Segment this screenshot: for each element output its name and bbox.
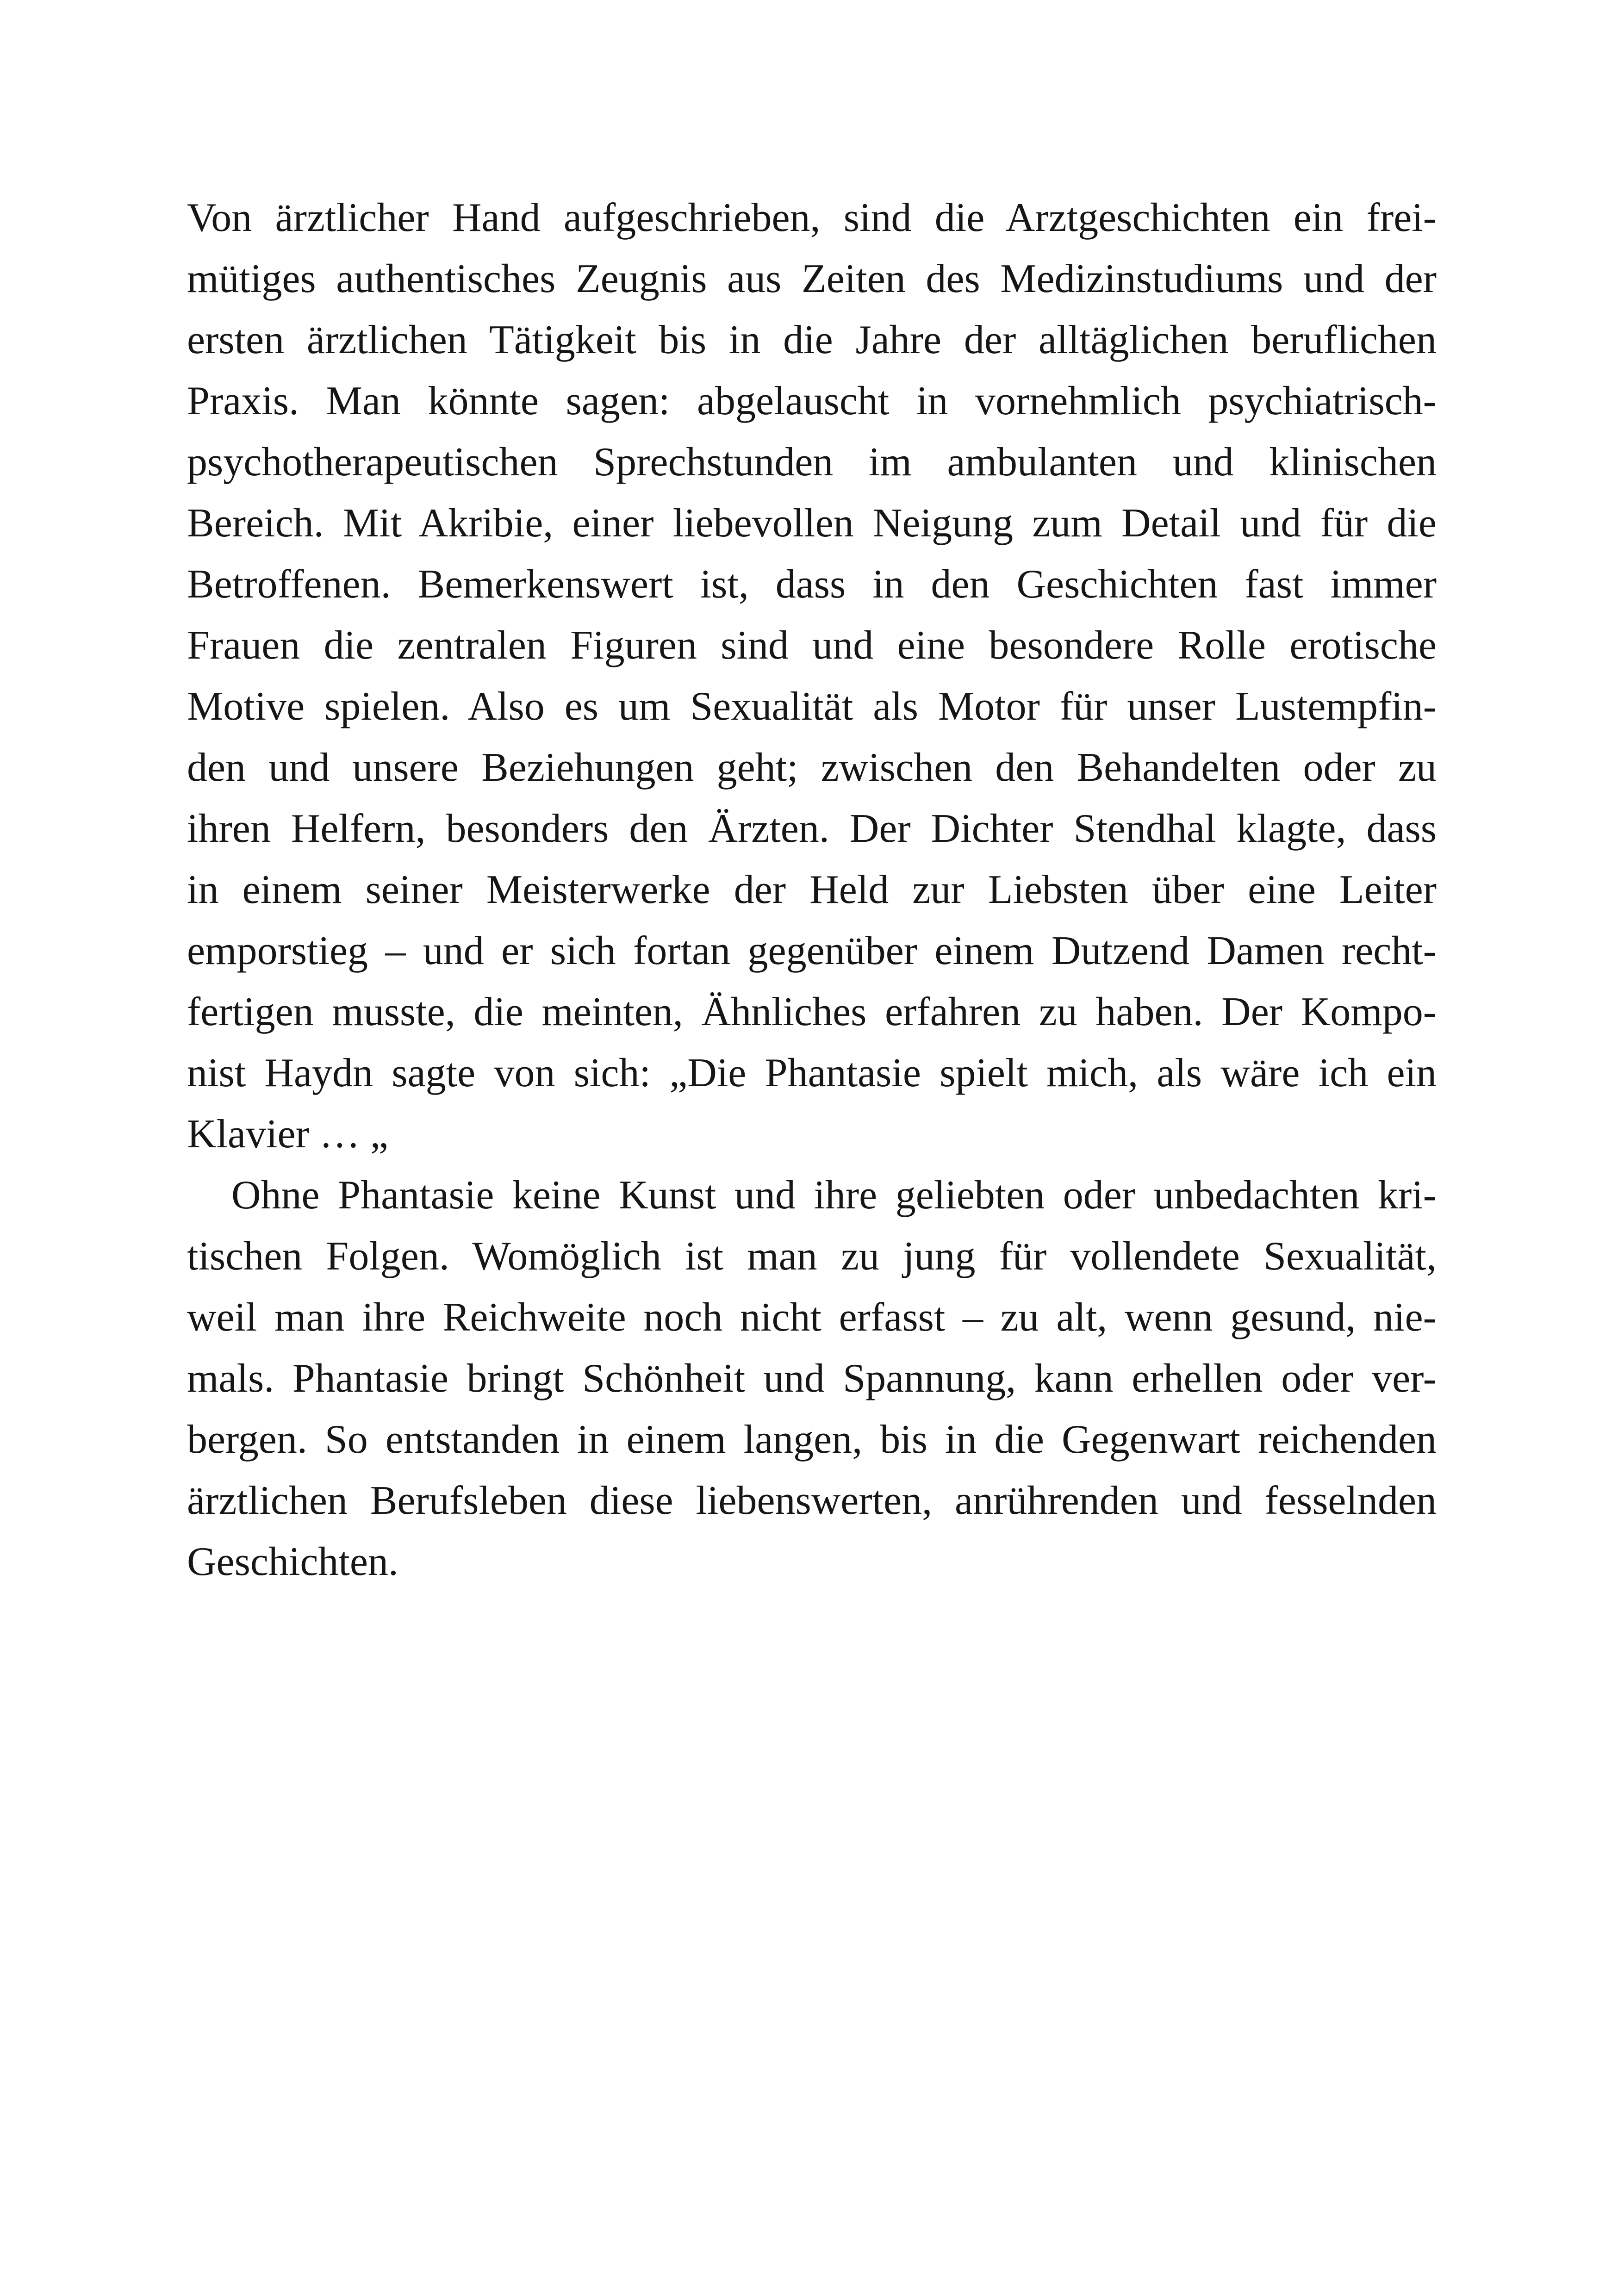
text-line: bergen. So entstanden in einem langen, bis in die Gegenwart reichenden: [187, 1417, 1437, 1462]
text-line: ihren Helfern, besonders den Ärzten. Der Dichter Stendhal klagte, dass: [187, 806, 1437, 851]
text-line: Ohne Phantasie keine Kunst und ihre geliebten oder unbedachten kri-: [231, 1173, 1437, 1218]
text-line: Geschichten.: [187, 1539, 398, 1584]
text-line: mals. Phantasie bringt Schönheit und Spannung, kann erhellen oder ver-: [187, 1356, 1437, 1401]
text-line: Von ärztlicher Hand aufgeschrieben, sind die Arztgeschichten ein frei-: [187, 195, 1437, 240]
text-line: den und unsere Beziehungen geht; zwischen den Behandelten oder zu: [187, 745, 1437, 790]
text-line: Bereich. Mit Akribie, einer liebevollen Neigung zum Detail und für die: [187, 501, 1437, 546]
text-line: nist Haydn sagte von sich: „Die Phantasie spielt mich, als wäre ich ein: [187, 1051, 1437, 1095]
text-line: in einem seiner Meisterwerke der Held zur Liebsten über eine Leiter: [187, 867, 1437, 912]
text-line: Frauen die zentralen Figuren sind und eine besondere Rolle erotische: [187, 623, 1437, 668]
text-line: mütiges authentisches Zeugnis aus Zeiten des Medizinstudiums und der: [187, 256, 1437, 301]
text-line: Praxis. Man könnte sagen: abgelauscht in vornehmlich psychiatrisch-: [187, 379, 1437, 423]
paragraph-2: [187, 1165, 1437, 1593]
text-line: emporstieg – und er sich fortan gegenüber einem Dutzend Damen recht-: [187, 928, 1437, 973]
text-line: Motive spielen. Also es um Sexualität als Motor für unser Lustempfin-: [187, 684, 1437, 729]
paragraph-1: [187, 187, 1437, 1165]
text-line: ärztlichen Berufsleben diese liebenswerten, anrührenden und fesselnden: [187, 1478, 1437, 1523]
body-text: [187, 187, 1437, 1593]
text-line: weil man ihre Reichweite noch nicht erfasst – zu alt, wenn gesund, nie-: [187, 1295, 1437, 1340]
text-line: ersten ärztlichen Tätigkeit bis in die Jahre der alltäglichen beruflichen: [187, 317, 1437, 362]
text-line: psychotherapeutischen Sprechstunden im ambulanten und klinischen: [187, 440, 1437, 485]
text-line: fertigen musste, die meinten, Ähnliches erfahren zu haben. Der Kompo-: [187, 989, 1437, 1034]
text-line: Betroffenen. Bemerkenswert ist, dass in den Geschichten fast immer: [187, 562, 1437, 607]
text-line: tischen Folgen. Womöglich ist man zu jung für vollendete Sexualität,: [187, 1234, 1437, 1279]
text-line: Klavier … „: [187, 1112, 388, 1157]
